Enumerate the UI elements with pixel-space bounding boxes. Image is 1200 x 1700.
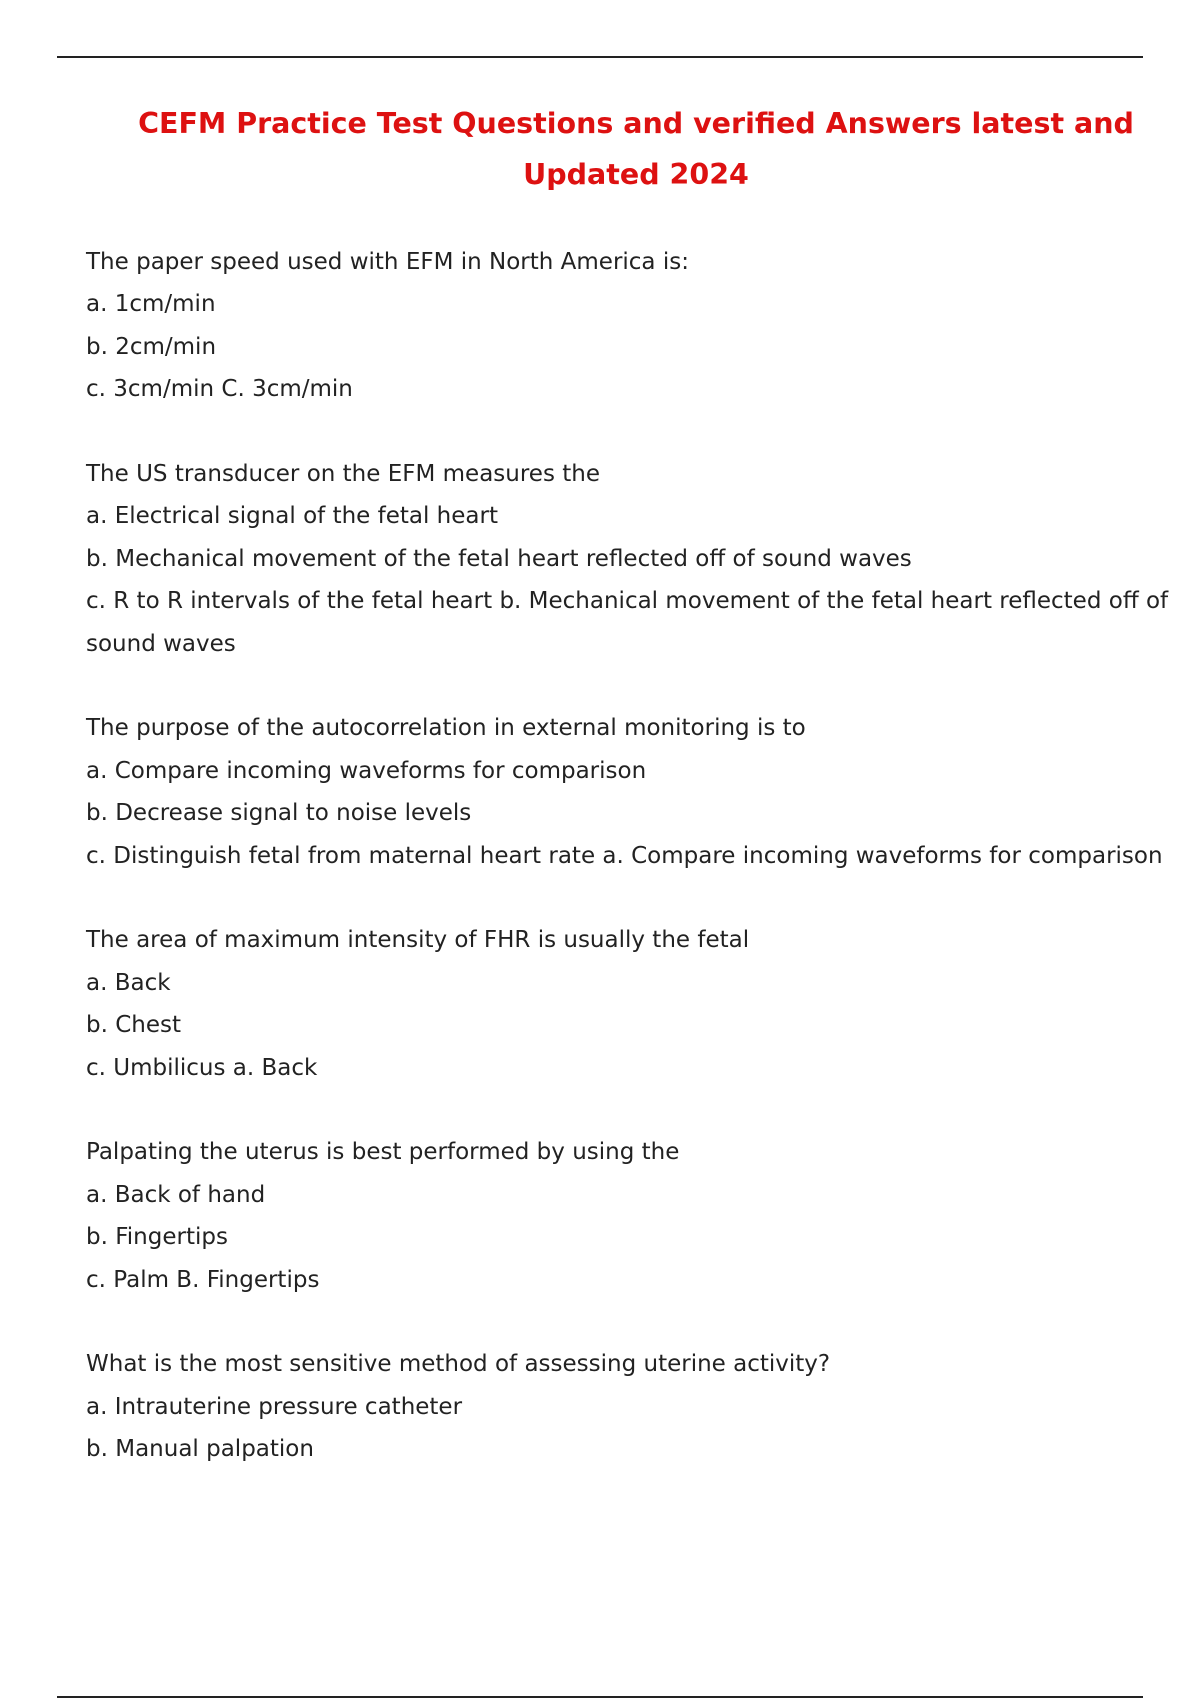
answer-option: a. Compare incoming waveforms for comparison	[86, 757, 647, 784]
answer-option: b. Mechanical movement of the fetal heart reflected off of sound waves	[86, 545, 912, 572]
document-title: CEFM Practice Test Questions and verified Answers latest and Updated 2024	[138, 107, 1134, 191]
bottom-divider	[57, 1696, 1143, 1698]
answer-option: c. Distinguish fetal from maternal heart rate a. Compare incoming waveforms for comparison	[86, 842, 1163, 869]
answer-option: b. 2cm/min	[86, 333, 217, 360]
question-block-6	[86, 1343, 1176, 1470]
question-block-2	[86, 453, 1176, 665]
answer-option: c. 3cm/min C. 3cm/min	[86, 376, 353, 403]
answer-option: a. Back	[86, 969, 171, 996]
answer-option: c. R to R intervals of the fetal heart b. Mechanical movement of the fetal heart reflected off of sound waves	[86, 588, 1169, 657]
answer-option: b. Manual palpation	[86, 1436, 314, 1463]
answer-option: a. 1cm/min	[86, 291, 216, 318]
answer-option: b. Chest	[86, 1012, 182, 1039]
answer-option: c. Palm B. Fingertips	[86, 1266, 320, 1293]
question-prompt: What is the most sensitive method of assessing uterine activity?	[86, 1351, 831, 1378]
answer-option: a. Electrical signal of the fetal heart	[86, 503, 498, 530]
question-prompt: Palpating the uterus is best performed by using the	[86, 1139, 680, 1166]
answer-option: a. Back of hand	[86, 1181, 266, 1208]
question-prompt: The area of maximum intensity of FHR is usually the fetal	[86, 927, 750, 954]
question-block-1	[86, 241, 1176, 411]
question-block-5	[86, 1131, 1176, 1301]
question-prompt: The purpose of the autocorrelation in external monitoring is to	[86, 715, 806, 742]
top-divider	[57, 56, 1143, 58]
question-block-4	[86, 919, 1176, 1089]
answer-option: a. Intrauterine pressure catheter	[86, 1393, 463, 1420]
question-prompt: The US transducer on the EFM measures the	[86, 461, 600, 488]
answer-option: c. Umbilicus a. Back	[86, 1054, 318, 1081]
question-prompt: The paper speed used with EFM in North America is:	[86, 249, 689, 275]
answer-option: b. Fingertips	[86, 1224, 228, 1251]
question-list	[86, 241, 1176, 1513]
answer-option: b. Decrease signal to noise levels	[86, 800, 472, 827]
question-block-3	[86, 707, 1176, 877]
